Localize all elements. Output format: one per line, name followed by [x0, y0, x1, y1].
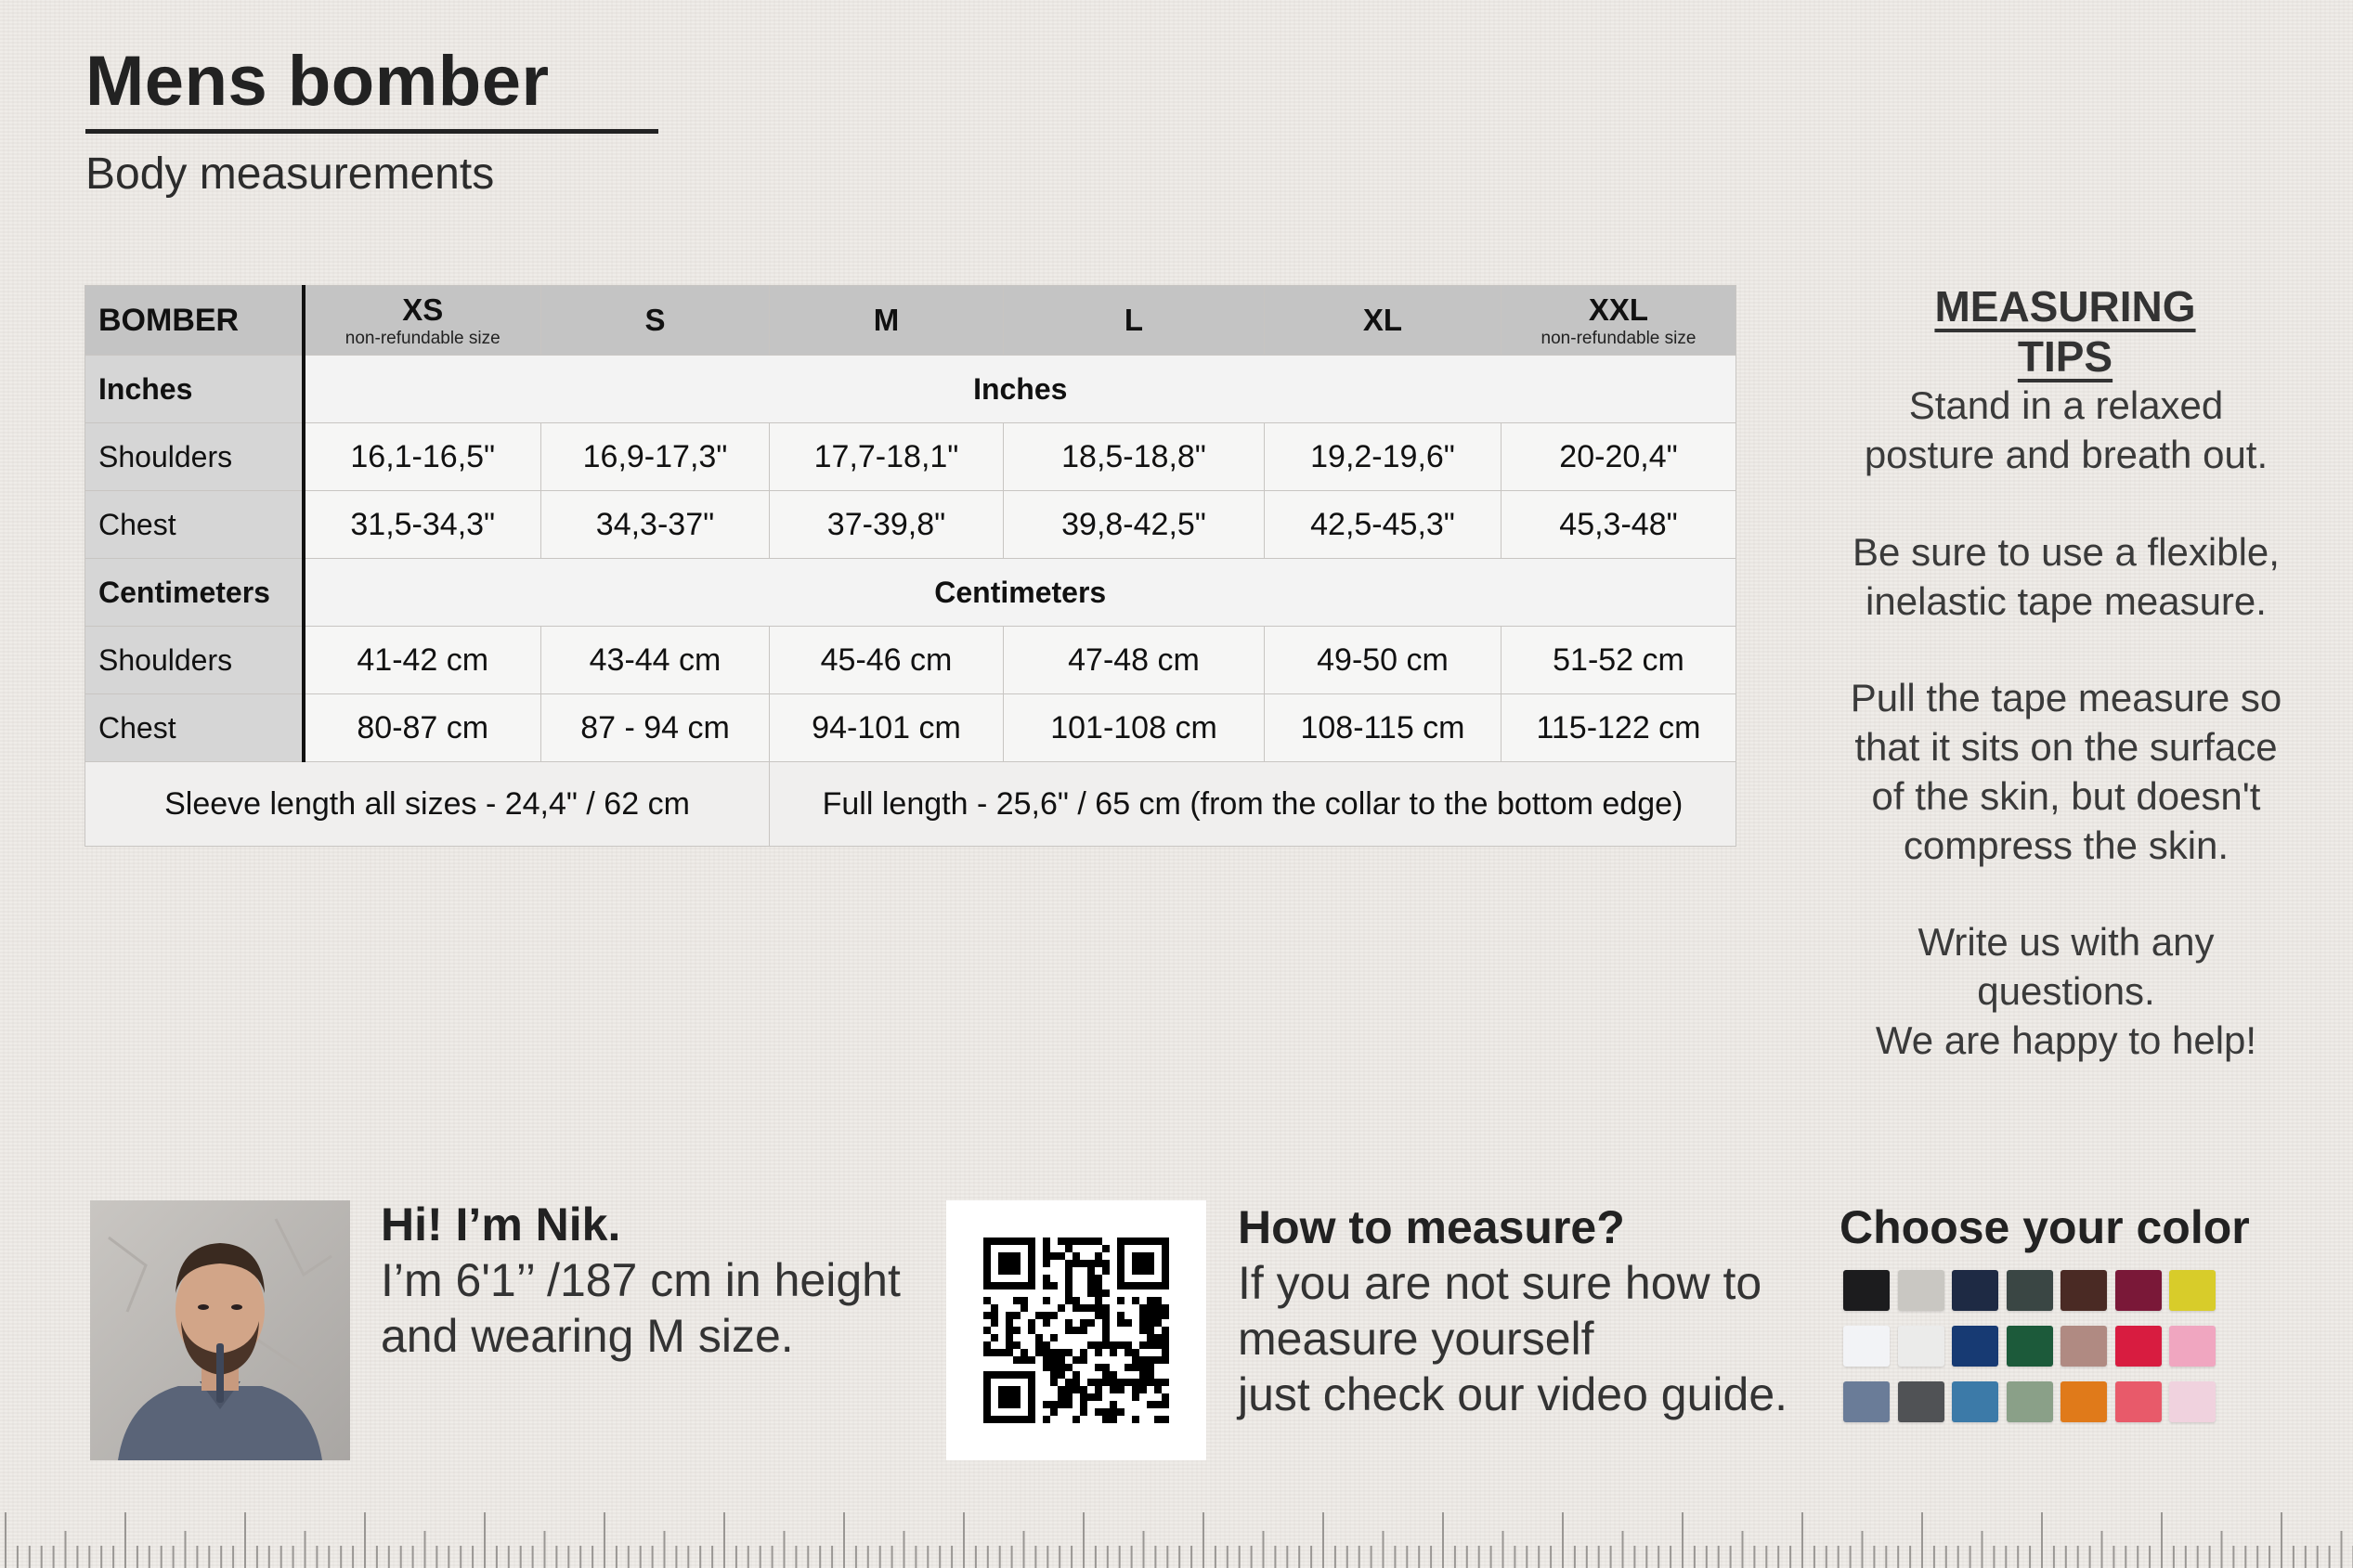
size-label: L — [1124, 303, 1144, 337]
size-header-xxl — [1502, 286, 1736, 356]
table-cell: 34,3-37" — [541, 491, 770, 559]
table-cell: 101-108 cm — [1004, 694, 1265, 762]
row-label-chest: Chest — [85, 694, 304, 762]
color-swatch[interactable] — [1952, 1381, 1998, 1422]
table-cell: 18,5-18,8" — [1004, 423, 1265, 491]
size-label: XXL — [1588, 292, 1649, 327]
table-cell: 43-44 cm — [541, 627, 770, 694]
color-swatch[interactable] — [2169, 1270, 2216, 1311]
tip-line: compress the skin. — [1903, 823, 2230, 867]
section-header-centimeters: Centimeters — [304, 559, 1736, 627]
color-swatch[interactable] — [2060, 1270, 2107, 1311]
model-greeting: Hi! I’m Nik. — [381, 1199, 621, 1251]
table-cell: 49-50 cm — [1265, 627, 1502, 694]
row-label-centimeters: Centimeters — [85, 559, 304, 627]
tip-flexible-tape — [1820, 527, 2312, 626]
size-note: non-refundable size — [344, 328, 500, 348]
section-header-inches: Inches — [304, 356, 1736, 423]
size-header-row — [85, 286, 1736, 356]
size-label: S — [644, 303, 666, 337]
table-cell: 20-20,4" — [1502, 423, 1736, 491]
table-cell: 94-101 cm — [770, 694, 1004, 762]
qr-code-icon — [946, 1200, 1206, 1460]
table-cell: 87 - 94 cm — [541, 694, 770, 762]
table-cell: 42,5-45,3" — [1265, 491, 1502, 559]
model-height: I’m 6'1’’ /187 cm in height — [381, 1254, 901, 1306]
title-underline — [85, 129, 658, 134]
full-length-note: Full length - 25,6" / 65 cm (from the collar to the bottom edge) — [770, 762, 1736, 847]
color-swatch[interactable] — [1898, 1326, 1944, 1367]
table-cell: 31,5-34,3" — [304, 491, 541, 559]
model-size: and wearing M size. — [381, 1310, 794, 1362]
color-swatch[interactable] — [2060, 1326, 2107, 1367]
color-swatch[interactable] — [2060, 1381, 2107, 1422]
table-row — [85, 491, 1736, 559]
size-label: M — [873, 303, 900, 337]
row-label-shoulders: Shoulders — [85, 423, 304, 491]
model-portrait-image — [90, 1200, 350, 1460]
table-cell: 51-52 cm — [1502, 627, 1736, 694]
table-cell: 17,7-18,1" — [770, 423, 1004, 491]
color-swatch[interactable] — [1952, 1326, 1998, 1367]
table-cell: 80-87 cm — [304, 694, 541, 762]
tip-line: inelastic tape measure. — [1866, 579, 2267, 623]
how-to-measure-title: How to measure? — [1238, 1201, 1625, 1253]
table-row — [85, 627, 1736, 694]
size-header-xs — [304, 286, 541, 356]
row-label-inches: Inches — [85, 356, 304, 423]
tip-line: Be sure to use a flexible, — [1852, 530, 2280, 574]
color-swatch[interactable] — [1898, 1381, 1944, 1422]
table-corner-label: BOMBER — [85, 286, 304, 356]
color-swatch[interactable] — [2115, 1381, 2162, 1422]
color-swatch[interactable] — [1843, 1381, 1890, 1422]
table-row — [85, 423, 1736, 491]
tip-line: Pull the tape measure so — [1850, 676, 2282, 719]
page-subtitle: Body measurements — [85, 149, 495, 199]
model-photo — [90, 1200, 350, 1460]
tip-line: of the skin, but doesn't — [1871, 774, 2261, 818]
size-header-s — [541, 286, 770, 356]
table-cell: 47-48 cm — [1004, 627, 1265, 694]
color-swatch[interactable] — [2169, 1326, 2216, 1367]
how-to-measure-line: If you are not sure how to — [1238, 1257, 1762, 1309]
tip-line: We are happy to help! — [1875, 1018, 2257, 1062]
size-chart-table — [84, 285, 1736, 847]
table-footer-row — [85, 762, 1736, 847]
color-swatch[interactable] — [2007, 1270, 2053, 1311]
tip-tape-surface — [1820, 673, 2312, 870]
size-header-m — [770, 286, 1004, 356]
table-cell: 41-42 cm — [304, 627, 541, 694]
table-cell: 108-115 cm — [1265, 694, 1502, 762]
tip-line: Stand in a relaxed — [1908, 383, 2224, 427]
tip-line: that it sits on the surface — [1854, 725, 2278, 769]
table-cell: 37-39,8" — [770, 491, 1004, 559]
size-label: XS — [402, 292, 444, 327]
size-header-l — [1004, 286, 1265, 356]
color-swatch[interactable] — [2115, 1270, 2162, 1311]
page-title: Mens bomber — [85, 42, 550, 121]
table-cell: 115-122 cm — [1502, 694, 1736, 762]
tip-line: posture and breath out. — [1864, 433, 2268, 476]
row-label-chest: Chest — [85, 491, 304, 559]
color-swatch[interactable] — [1898, 1270, 1944, 1311]
tip-contact-us — [1820, 917, 2312, 1065]
centimeters-section-row — [85, 559, 1736, 627]
size-note: non-refundable size — [1540, 328, 1696, 348]
how-to-measure-line: measure yourself — [1238, 1313, 1594, 1365]
color-swatch[interactable] — [1843, 1326, 1890, 1367]
size-label: XL — [1362, 303, 1403, 337]
tape-measure-ruler — [0, 1495, 2353, 1568]
table-cell: 16,1-16,5" — [304, 423, 541, 491]
color-swatch[interactable] — [2007, 1326, 2053, 1367]
how-to-measure-line: just check our video guide. — [1238, 1368, 1788, 1420]
table-row — [85, 694, 1736, 762]
color-swatch[interactable] — [2007, 1381, 2053, 1422]
size-header-xl — [1265, 286, 1502, 356]
table-cell: 19,2-19,6" — [1265, 423, 1502, 491]
color-swatch[interactable] — [2169, 1381, 2216, 1422]
color-swatch[interactable] — [2115, 1326, 2162, 1367]
table-cell: 45,3-48" — [1502, 491, 1736, 559]
tip-line: questions. — [1977, 969, 2155, 1013]
tip-line: Write us with any — [1918, 920, 2215, 964]
table-cell: 16,9-17,3" — [541, 423, 770, 491]
sleeve-length-note: Sleeve length all sizes - 24,4" / 62 cm — [85, 762, 770, 847]
inches-section-row — [85, 356, 1736, 423]
table-cell: 39,8-42,5" — [1004, 491, 1265, 559]
measuring-tips-title: MEASURING TIPS — [1934, 282, 2196, 381]
table-cell: 45-46 cm — [770, 627, 1004, 694]
row-label-shoulders: Shoulders — [85, 627, 304, 694]
color-swatch[interactable] — [1952, 1270, 1998, 1311]
color-swatch[interactable] — [1843, 1270, 1890, 1311]
choose-color-title: Choose your color — [1840, 1201, 2250, 1253]
tip-relaxed-posture — [1820, 381, 2312, 479]
video-guide-qr-code[interactable] — [946, 1200, 1206, 1460]
